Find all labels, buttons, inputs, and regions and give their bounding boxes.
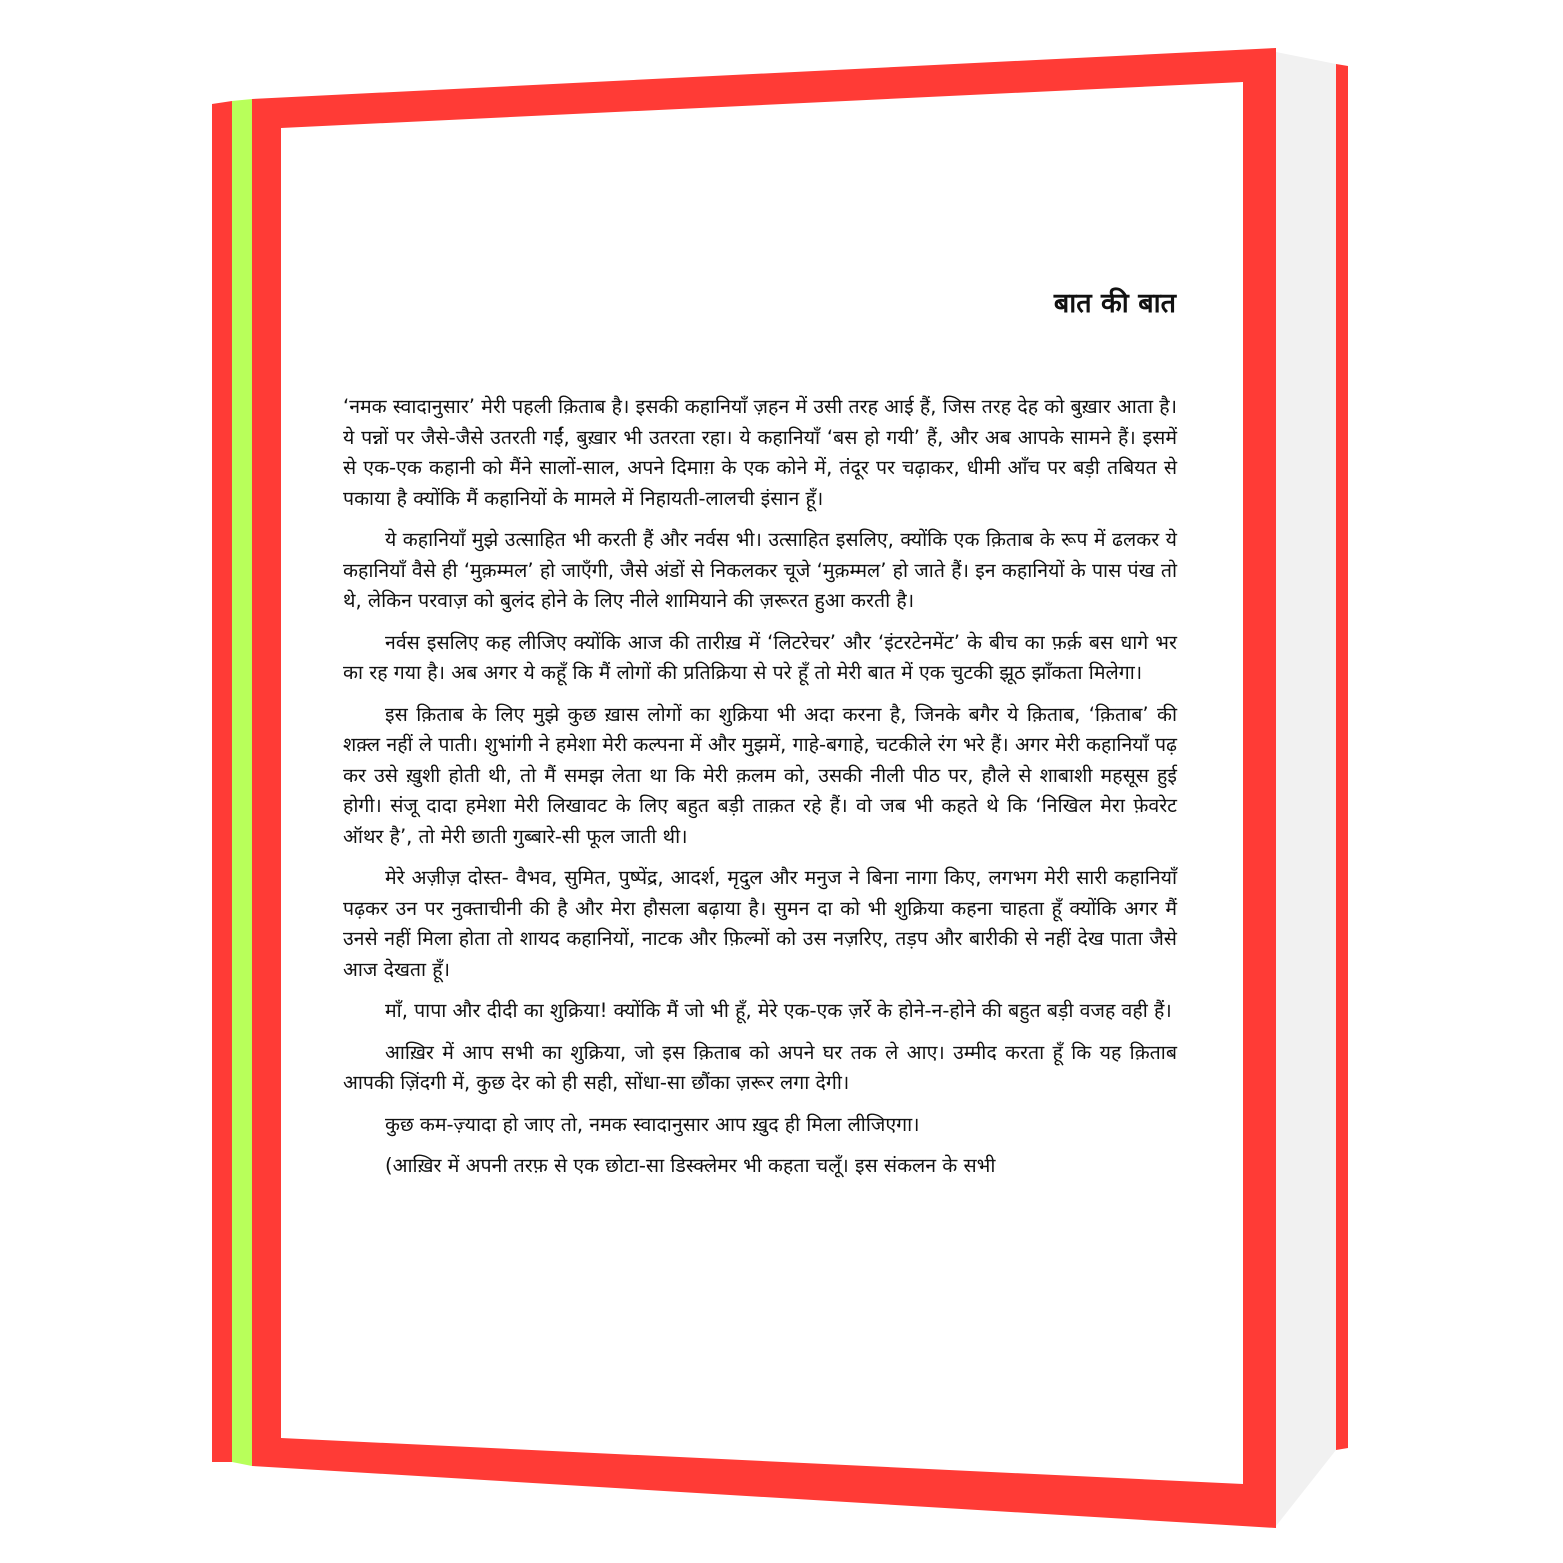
paragraph: कुछ कम-ज़्यादा हो जाए तो, नमक स्वादानुसार आप ख़ुद ही मिला लीजिएगा। (385, 1112, 920, 1136)
paragraph: नर्वस इसलिए कह लीजिए क्योंकि आज की तारीख़ में ‘लिटरेचर’ और ‘इंटरटेनमेंट’ के बीच का फ़र्क़ बस धागे भर का रह गया है। अब अगर ये कहूँ कि मैं लोगों की प्रतिक्रिया से परे हूँ तो मेरी बात में एक चुटकी झूठ झाँकता मिलेगा। (343, 630, 1177, 684)
page-block-edge (1276, 52, 1336, 1526)
page-title: बात की बात (1053, 288, 1176, 319)
page-body (343, 392, 1177, 1193)
paragraph: मेरे अज़ीज़ दोस्त- वैभव, सुमित, पुष्पेंद्र, आदर्श, मृदुल और मनुज ने बिना नागा किए, लगभग मेरी सारी कहानियाँ पढ़कर उन पर नुक्ताचीनी की है और मेरा हौसला बढ़ाया है। सुमन दा को भी शुक्रिया कहना चाहता हूँ क्योंकि अगर मैं उनसे नहीं मिला होता तो शायद कहानियों, नाटक और फ़िल्मों को उस नज़रिए, तड़प और बारीकी से नहीं देख पाता जैसे आज देखता हूँ। (343, 866, 1177, 981)
paragraph: (आख़िर में अपनी तरफ़ से एक छोटा-सा डिस्क्लेमर भी कहता चलूँ। इस संकलन के सभी (385, 1154, 996, 1177)
back-cover-edge (1336, 64, 1348, 1450)
spine-left (212, 101, 232, 1462)
paragraph: इस क़िताब के लिए मुझे कुछ ख़ास लोगों का शुक्रिया भी अदा करना है, जिनके बगैर ये क़िताब, ‘क़िताब’ की शक़्ल नहीं ले पाती। शुभांगी ने हमेशा मेरी कल्पना में और मुझमें, गाहे-बगाहे, चटकीले रंग भरे हैं। अगर मेरी कहानियाँ पढ़ कर उसे ख़ुशी होती थी, तो मैं समझ लेता था कि मेरी क़लम को, उसकी नीली पीठ पर, हौले से शाबाशी महसूस हुई होगी। संजू दादा हमेशा मेरी लिखावट के लिए बहुत बड़ी ताक़त रहे हैं। वो जब भी कहते थे कि ‘निखिल मेरा फ़ेवरेट ऑथर है’, तो मेरी छाती गुब्बारे-सी फूल जाती थी। (343, 702, 1177, 848)
paragraph: ये कहानियाँ मुझे उत्साहित भी करती हैं और नर्वस भी। उत्साहित इसलिए, क्योंकि एक क़िताब के रूप में ढलकर ये कहानियाँ वैसे ही ‘मुक़म्मल’ हो जाएँगी, जैसे अंडों से निकलकर चूजे ‘मुक़म्मल’ हो जाते हैं। इन कहानियों के पास पंख तो थे, लेकिन परवाज़ को बुलंद होने के लिए नीले शामियाने की ज़रूरत हुआ करती है। (343, 528, 1177, 612)
spine-stripe (232, 99, 252, 1466)
paragraph: ‘नमक स्वादानुसार’ मेरी पहली क़िताब है। इसकी कहानियाँ ज़हन में उसी तरह आई हैं, जिस तरह देह को बुख़ार आता है। ये पन्नों पर जैसे-जैसे उतरती गईं, बुख़ार भी उतरता रहा। ये कहानियाँ ‘बस हो गयी’ हैं, और अब आपके सामने हैं। इसमें से एक-एक कहानी को मैंने सालों-साल, अपने दिमाग़ के एक कोने में, तंदूर पर चढ़ाकर, धीमी आँच पर बड़ी तबियत से पकाया है क्योंकि मैं कहानियों के मामले में निहायती-लालची इंसान हूँ। (343, 395, 1177, 510)
paragraph: माँ, पापा और दीदी का शुक्रिया! क्योंकि मैं जो भी हूँ, मेरे एक-एक ज़र्रे के होने-न-होने की बहुत बड़ी वजह वही हैं। (385, 999, 1172, 1022)
paragraph: आख़िर में आप सभी का शुक्रिया, जो इस क़िताब को अपने घर तक ले आए। उम्मीद करता हूँ कि यह क़िताब आपकी ज़िंदगी में, कुछ देर को ही सही, सोंधा-सा छौंका ज़रूर लगा देगी। (343, 1040, 1177, 1094)
